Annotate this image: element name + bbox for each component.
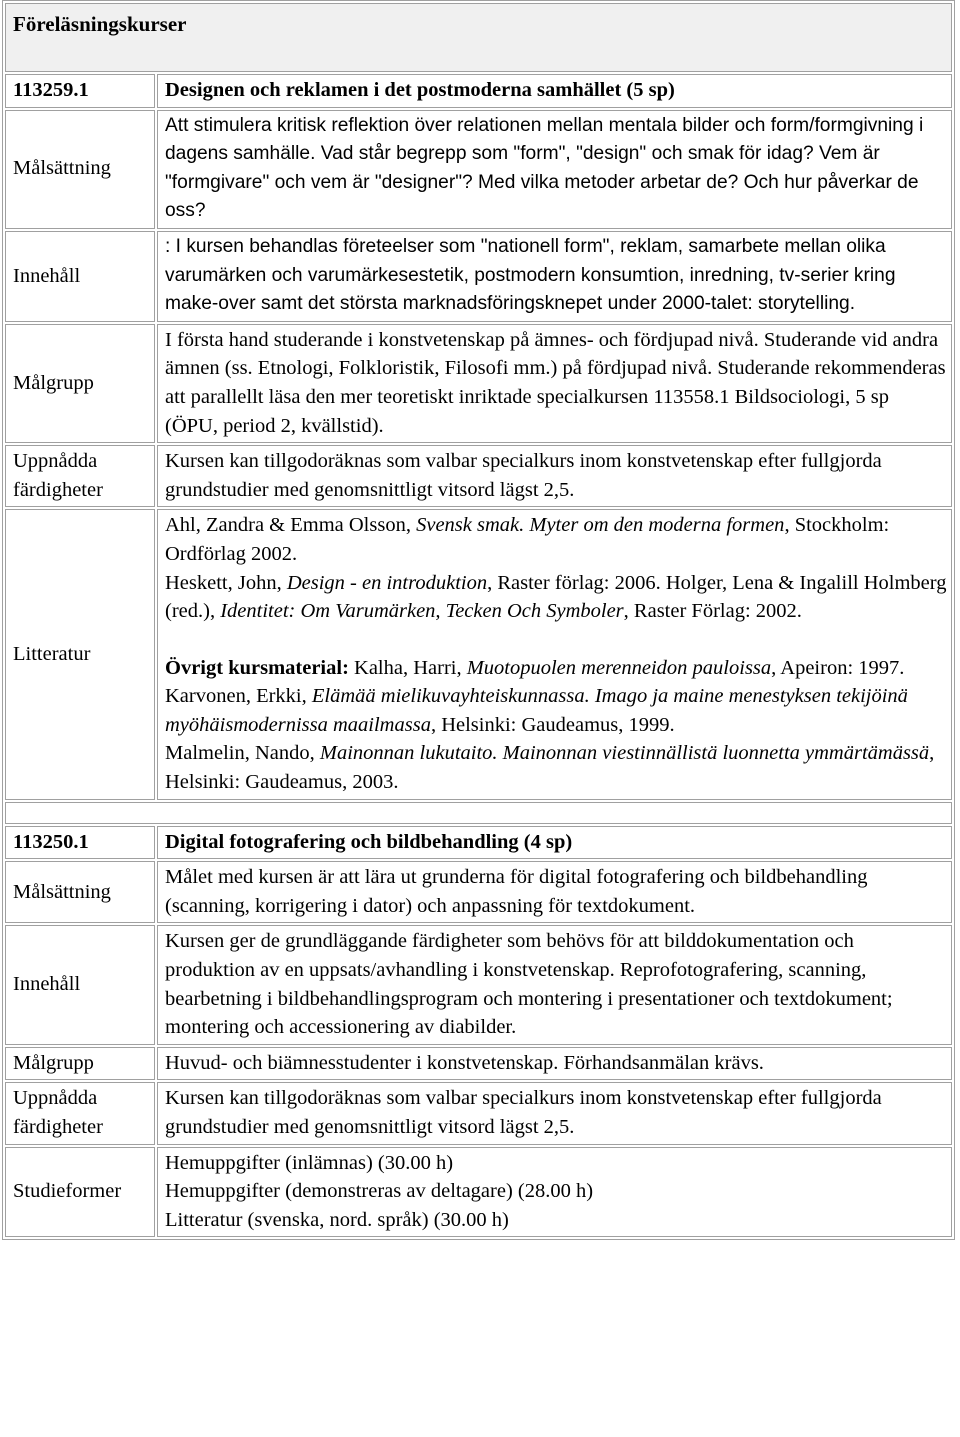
list-item: Litteratur (svenska, nord. språk) (30.00 h) [165,1208,509,1231]
course-code: 113250.1 [5,826,155,860]
uppnadda-text: Kursen kan tillgodoräknas som valbar specialkurs inom konstvetenskap efter fullgjorda grundstudier med genomsnittligt vitsord lägst 2,5. [157,1082,952,1144]
label-uppnadda: Uppnådda färdigheter [5,1082,155,1144]
course-header-row [5,74,952,108]
lit-entry: Övrigt kursmaterial: Kalha, Harri, Muotopuolen merenneidon pauloissa, Apeiron: 1997. [165,656,905,679]
label-litteratur: Litteratur [5,509,155,799]
label-malgrupp: Målgrupp [5,1047,155,1081]
course-table [2,0,955,1240]
course-header-row [5,826,952,860]
uppnadda-text: Kursen kan tillgodoräknas som valbar specialkurs inom konstvetenskap efter fullgjorda grundstudier med genomsnittligt vitsord lägst 2,5. [157,445,952,507]
course-title: Designen och reklamen i det postmoderna samhället (5 sp) [157,74,952,108]
label-malgrupp: Målgrupp [5,324,155,443]
studieformer-list [157,1147,952,1238]
table-row [5,324,952,443]
innehall-text: Kursen ger de grundläggande färdigheter som behövs för att bilddokumentation och produktion av en uppsats/avhandling i konstvetenskap. Reprofotografering, scanning, bearbetning i bildbehandlingsprogram och montering i presentationer och textdokument; montering och accessionering av diabilder. [157,925,952,1044]
course-title: Digital fotografering och bildbehandling (4 sp) [157,826,952,860]
page-title: Föreläsningskurser [5,3,952,72]
label-studieformer: Studieformer [5,1147,155,1238]
innehall-text: : I kursen behandlas företeelser som "nationell form", reklam, samarbete mellan olika varumärken och varumärkesestetik, postmodern konsumtion, inredning, tv-serier kring make-over samt det största marknadsföringsknepet under 2000-talet: storytelling. [157,231,952,322]
spacer [165,626,947,654]
label-innehall: Innehåll [5,231,155,322]
malsattning-text: Målet med kursen är att lära ut grunderna för digital fotografering och bildbehandling (scanning, korrigering i dator) och anpassning för textdokument. [157,861,952,923]
table-row [5,861,952,923]
separator-row [5,802,952,824]
label-malsattning: Målsättning [5,110,155,229]
label-uppnadda: Uppnådda färdigheter [5,445,155,507]
label-malsattning: Målsättning [5,861,155,923]
list-item: Hemuppgifter (demonstreras av deltagare) (28.00 h) [165,1180,594,1203]
table-row [5,509,952,799]
malgrupp-text: Huvud- och biämnesstudenter i konstvetenskap. Förhandsanmälan krävs. [157,1047,952,1081]
list-item: Hemuppgifter (inlämnas) (30.00 h) [165,1151,454,1174]
lit-entry: Heskett, John, Design - en introduktion, Raster förlag: 2006. Holger, Lena & Ingalill Holmberg (red.), Identitet: Om Varumärken, Tecken Och Symboler, Raster Förlag: 2002. [165,571,947,623]
table-row [5,110,952,229]
table-row [5,1047,952,1081]
malsattning-text: Att stimulera kritisk reflektion över relationen mellan mentala bilder och form/formgivning i dagens samhälle. Vad står begrepp som "form", "design" och smak för idag? Vem är "formgivare" och vem är "designer"? Med vilka metoder arbetar de? Och hur påverkar de oss? [157,110,952,229]
table-row [5,445,952,507]
malgrupp-text: I första hand studerande i konstvetenskap på ämnes- och fördjupad nivå. Studerande vid andra ämnen (ss. Etnologi, Folkloristik, Filosofi mm.) på fördjupad nivå. Studerande rekommenderas att parallellt läsa den mer teoretiskt inriktade specialkursen 113558.1 Bildsociologi, 5 sp (ÖPU, period 2, kvällstid). [157,324,952,443]
table-row [5,231,952,322]
litteratur-text [157,509,952,799]
course-code: 113259.1 [5,74,155,108]
lit-entry: Karvonen, Erkki, Elämää mielikuvayhteiskunnassa. Imago ja maine menestyksen tekijöinä myöhäismodernissa maailmassa, Helsinki: Gaudeamus, 1999. [165,685,908,736]
label-innehall: Innehåll [5,925,155,1044]
table-row [5,1147,952,1238]
table-row [5,925,952,1044]
lit-entry: Malmelin, Nando, Mainonnan lukutaito. Mainonnan viestinnällistä luonnetta ymmärtämässä, Helsinki: Gaudeamus, 2003. [165,742,935,794]
table-row [5,1082,952,1144]
lit-entry: Ahl, Zandra & Emma Olsson, Svensk smak. Myter om den moderna formen, Stockholm: Ordförlag 2002. [165,514,890,565]
